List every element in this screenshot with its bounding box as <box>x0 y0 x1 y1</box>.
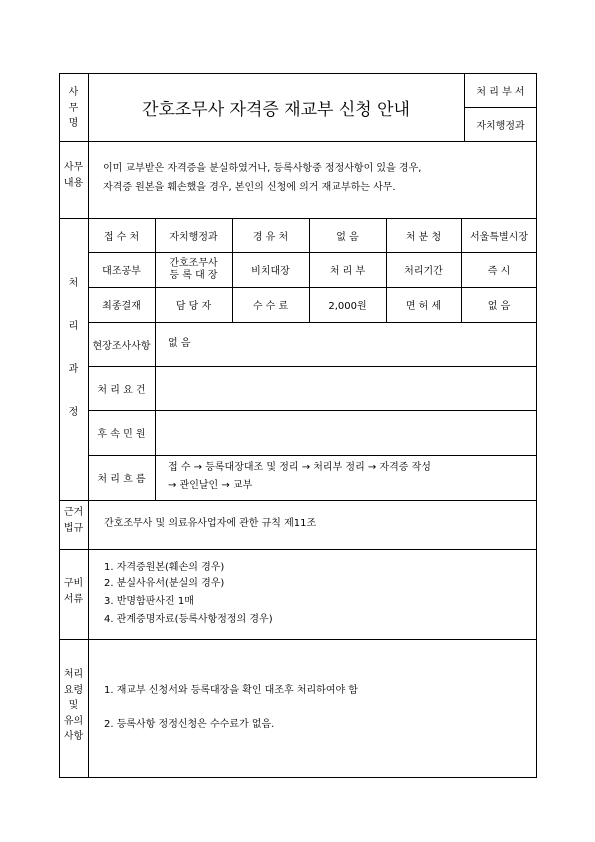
docs-item: 2. 분실사유서(분실의 경우) <box>104 578 225 589</box>
notes-label <box>59 667 88 745</box>
cell-register-value <box>155 252 232 287</box>
basis-value: 간호조무사 및 의료유사업자에 관한 규칙 제11조 <box>104 518 317 529</box>
cell-period-label: 처리기간 <box>404 266 443 277</box>
notes-divider <box>88 639 89 778</box>
basis-divider <box>88 500 89 549</box>
site-inspection-value: 없 음 <box>168 338 191 349</box>
duty-content-label <box>59 160 88 191</box>
label-char: 명 <box>68 118 79 129</box>
label-char: 구비 <box>63 578 84 589</box>
label-char: 정 <box>68 407 79 418</box>
docs-item: 1. 자격증원본(훼손의 경우) <box>104 562 225 573</box>
header-bottom-border <box>59 141 537 142</box>
process-bottom-border <box>59 500 537 501</box>
label-char: 내용 <box>63 177 84 189</box>
cell-via-label: 경 유 처 <box>252 231 289 243</box>
cell-kept-label: 비치대장 <box>251 266 290 277</box>
docs-divider <box>88 549 89 639</box>
cell-fee-value: 2,000원 <box>328 301 367 312</box>
label-char: 사 <box>68 87 79 98</box>
docs-item: 4. 관계증명자료(등록사항정정의 경우) <box>104 614 273 625</box>
follow-up-label: 후 속 민 원 <box>97 429 146 440</box>
duty-divider <box>88 141 89 218</box>
dept-header: 처 리 부 서 <box>476 86 525 98</box>
label-char: 요령 <box>63 684 84 696</box>
label-char: 사항 <box>63 731 84 742</box>
cell-fee-label: 수 수 료 <box>252 301 289 312</box>
process-side-label <box>59 262 88 434</box>
docs-bottom-border <box>59 639 537 640</box>
cell-register-value-line1: 간호조무사 <box>169 258 218 269</box>
basis-bottom-border <box>59 549 537 550</box>
label-char: 처 <box>68 278 79 289</box>
notes-item: 1. 재교부 신청서와 등록대장을 확인 대조후 처리하여야 함 <box>104 685 358 696</box>
cell-receiver-value: 자치행정과 <box>169 231 218 243</box>
site-inspection-label: 현장조사사항 <box>92 340 151 352</box>
cell-disposer-value: 서울특별시장 <box>470 231 528 243</box>
dept-value: 자치행정과 <box>476 120 525 132</box>
cell-tax-value: 없 음 <box>487 301 511 312</box>
page-title: 간호조무사 자격증 재교부 신청 안내 <box>142 99 410 120</box>
cell-period-value: 즉 시 <box>487 266 511 277</box>
cell-kept-value: 처 리 부 <box>329 266 366 277</box>
label-char: 근거 <box>63 507 84 518</box>
label-char: 서류 <box>63 593 84 605</box>
label-char: 법규 <box>63 522 84 534</box>
label-char: 및 <box>68 700 79 711</box>
flow-label: 처 리 흐 름 <box>97 474 146 485</box>
flow-line-1: 접 수 → 등록대장대조 및 정리 → 처리부 정리 → 자격증 작성 <box>168 462 431 473</box>
requirements-label: 처 리 요 건 <box>97 384 146 396</box>
cell-register-label: 대조공부 <box>102 266 141 277</box>
cell-approval-value: 담 당 자 <box>175 301 212 312</box>
cell-register-value-line2: 등 록 대 장 <box>169 269 218 281</box>
cell-approval-label: 최종결재 <box>102 301 141 312</box>
notes-item: 2. 등록사항 정정신청은 수수료가 없음. <box>104 719 275 730</box>
duty-line-2: 자격증 원본을 훼손했을 경우, 본인의 신청에 의거 재교부하는 사무. <box>103 182 396 193</box>
basis-label <box>59 505 88 536</box>
duty-name-label <box>59 85 88 132</box>
cell-via-value: 없 음 <box>336 231 359 243</box>
docs-item: 3. 반명함판사진 1매 <box>104 596 194 607</box>
cell-tax-label: 면 허 세 <box>405 301 442 312</box>
label-char: 사무 <box>63 162 84 173</box>
cell-disposer-label: 처 분 청 <box>405 231 442 243</box>
label-char: 처리 <box>63 669 84 680</box>
label-char: 유의 <box>63 715 84 727</box>
cell-receiver-label: 접 수 처 <box>103 231 140 243</box>
docs-label <box>59 576 88 607</box>
label-char: 리 <box>68 321 79 332</box>
flow-line-2: → 관인날인 → 교부 <box>168 480 253 491</box>
duty-line-1: 이미 교부받은 자격증을 분실하였거나, 등록사항중 정정사항이 있을 경우, <box>103 163 422 174</box>
label-char: 무 <box>68 102 79 114</box>
label-char: 과 <box>68 364 79 375</box>
